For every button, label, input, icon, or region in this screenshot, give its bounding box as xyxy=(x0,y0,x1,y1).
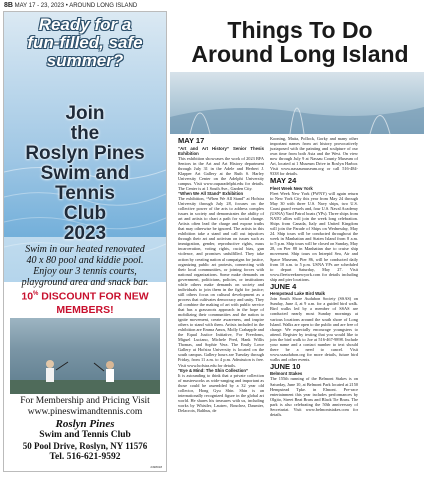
ad-contact-info xyxy=(8,396,162,463)
ad-headline xyxy=(10,16,160,70)
section-date: MAY 17 xyxy=(178,136,205,145)
ad-copy-line: Swim in our heated renovated xyxy=(25,244,145,255)
article-column-2 xyxy=(270,136,358,417)
event-title: “Eye & Mind: The Shin Collection” xyxy=(178,367,249,373)
ad-club-subname: Swim and Tennis Club xyxy=(39,430,131,440)
tennis-players-graphic xyxy=(10,356,160,394)
fountain-splash-graphic xyxy=(170,72,424,134)
section-date: JUNE 4 xyxy=(270,281,297,291)
title-line-1: Things To Do xyxy=(227,17,373,43)
ad-membership-line: For Membership and Pricing Visit xyxy=(20,396,150,406)
article-title xyxy=(176,18,424,66)
event-title: “Art and Art History” Senior Thesis Exhibition xyxy=(178,145,264,156)
ad-website: www.pineswimandtennis.com xyxy=(27,407,143,417)
discount-number: 10 xyxy=(21,290,34,303)
club-advertisement xyxy=(3,11,167,472)
ad-headline-line-1: Ready for a xyxy=(38,15,132,34)
ad-club-line: Roslyn Pines xyxy=(25,143,145,164)
ad-club-name xyxy=(10,104,160,244)
section-date: MAY 24 xyxy=(270,176,297,186)
ad-club-script-name: Roslyn Pines xyxy=(55,418,115,430)
issue-dateline: MAY 17 - 23, 2023 • AROUND LONG ISLAND xyxy=(14,3,138,9)
event-body: It is astounding to think that a private collection of masterworks as wide-ranging and important as those could be assembled by a 32 year old collector, Hong Gyu Shin. Shin is an internationally recognized figure in the global art world. He shares his treasures with us, including works by Whistler, Lautrec, Bouchez, Daumier, Delacroix, Balthus, de xyxy=(178,372,264,413)
ad-copy-line: playground area and snack bar. xyxy=(21,277,149,288)
section-date: JUNE 10 xyxy=(270,361,301,371)
discount-line xyxy=(8,288,162,317)
ad-club-line: the xyxy=(70,123,100,144)
ad-club-line: Club xyxy=(63,203,107,224)
ad-amenities-copy xyxy=(10,244,160,288)
event-body: The 155th running of the Belmont Stakes is on Saturday, June 10, at Belmont Park located at 2150 Hempstead Tpke. in Elmont. Pre-race entertainment this year includes performances by Olgito, Street Beat Brass and Black Tie Brass. The park is also celebrating the 50th anniversary of Secretariat. Visit www.belmontstakes.com for details. xyxy=(270,376,358,417)
event-title: Hempstead Lake Bird Walk xyxy=(270,291,326,297)
discount-text: DISCOUNT FOR NEW MEMBERS! xyxy=(38,290,149,316)
ad-copy-line: Enjoy our 3 tennis courts, xyxy=(33,266,137,277)
ad-phone: Tel. 516-621-9592 xyxy=(49,452,121,462)
ad-headline-line-2: fun-filled, safe summer? xyxy=(27,33,143,70)
event-body: This exhibition showcases the work of 2023 BFA Seniors in the Art and Art History department through July 31 in the Adele and Herbert J. Klapper Art Gallery at the Ruth S. Harley University Center on the Adelphi University campus. Visit www.ouparadelphi.edu for details. The Center is at 1 South Ave., Garden City. xyxy=(178,155,264,191)
ad-club-year: 2023 xyxy=(63,223,107,244)
event-title: Belmont Stakes xyxy=(270,371,303,377)
ad-copy-line: 40 x 80 pool and kiddie pool. xyxy=(26,255,144,266)
event-title: Fleet Week New York xyxy=(270,185,313,191)
event-body: Fleet Week New York (FWNY) will again return to New York City this year from May 24 through May 30 with three U.S. Navy ships, two U.S. Coast guard vessels and, four U.S. Naval Academy (USNA) Yard Patrol boats (YPs). Three ships from NATO allies will join the week long celebration. Ships from Canada, Italy and United Kingdom will join the Parade of Ships on Wednesday, May 24. Ship tours will be conducted throughout the week in Manhattan and Staten Island from 8 a.m. to 5 p.m. Ship tours will be closed on Sunday, May 28, on Pier 88 in Manhattan due to cruise ship movement. Ship tours on Intrepid Sea, Air and Space Museum, Pier 86, will be conducted daily from 10 a.m. to 5 p.m. USNA YPs are scheduled to depart Saturday, May 27. Visit www.fleetweeknewyork.com for details including ship and pier locations. xyxy=(270,190,358,282)
ad-club-line: Swim and Tennis xyxy=(40,163,130,204)
event-body: The exhibition, “When We All Stand” at Hofstra University through July 28, focuses on the collective power of the arts to address complex issues in society and demonstrates the ability of art and artists to chart a path for social change. Artists often lead the charge and expose truths that may otherwise be ignored. The artists in this exhibition take a stand and call out injustices through their art and activism on issues such as immigration, gender, reproductive rights, mass incarceration, voting rights, racial bias, gun violence, and promises unfulfilled. They take action by creating nation al campaigns for justice, organizing public art protests, connecting with their local communities, or joining forces with national organizations. Some make demands on government, politicians, policies, or institutions while others make demands on society and individuals to join them in the fight for justice; still others focus on cultural development as a process that cultivates democracy and unity. They all combine the making of art with public service that has a grassroots approach in the hope of mobilizing their communities and the nation to ignite movement, create awareness, and inspire others to stand with them. Artists included in the exhibition are Emma Amos, Molly Crabapple and the Equal Justice Initiative, For Freedoms, Miguel Luciano, Michele Pred, Hank Willis Thomas, and Sophie Vera. The Emily Lowe Gallery at Hofstra University is located on the south campus. Gallery hours are Tuesday through Friday, from 11 a.m. to 4 p.m. Admission is free. Visit www.hofstra.edu for details. xyxy=(178,195,264,368)
ad-club-line: Join xyxy=(65,103,105,124)
article-hero-image xyxy=(170,72,424,134)
event-title: “When We All Stand” Exhibition xyxy=(178,190,244,196)
ad-address: 50 Pool Drive, Roslyn, NY 11576 xyxy=(22,441,148,451)
event-body-continued: Kooning, Matta, Pollock, Gorky and many other important names from art history provocatively juxtaposed with the painting and sculpture of our own time from both Asia and the West. On view now through July 9 at Nassau County Museum of Art, located at 1 Museum Drive in Roslyn Harbor. Visit www.nassaumuseum.org or call 516-484-9338 for details. xyxy=(270,136,358,177)
page-number: 8B xyxy=(4,2,13,9)
title-line-2: Around Long Island xyxy=(191,41,409,67)
ad-code: 2498018 xyxy=(150,465,162,469)
article-column-1 xyxy=(178,136,264,413)
page-header xyxy=(4,1,424,10)
event-body: Join South Shore Audubon Society (SSAS) on Sunday, June 4, at 9 a.m. for a guided bird walk. Bird walks led by a member of SSAS are conducted nearly most Sunday mornings at various locations around the south shore of Long Island. Walks are open to the public and are free of charge. We especially encourage youngsters to attend. Register by texting that you would like to join the bird walk to Joe at 516-467-9898. Include your name and a contact number to text should there be a need to cancel. Visit www.ssaudubon.org for more details, future bird walks and other events. xyxy=(270,296,358,362)
discount-percent: % xyxy=(33,291,39,297)
ad-tennis-photo xyxy=(10,318,160,394)
